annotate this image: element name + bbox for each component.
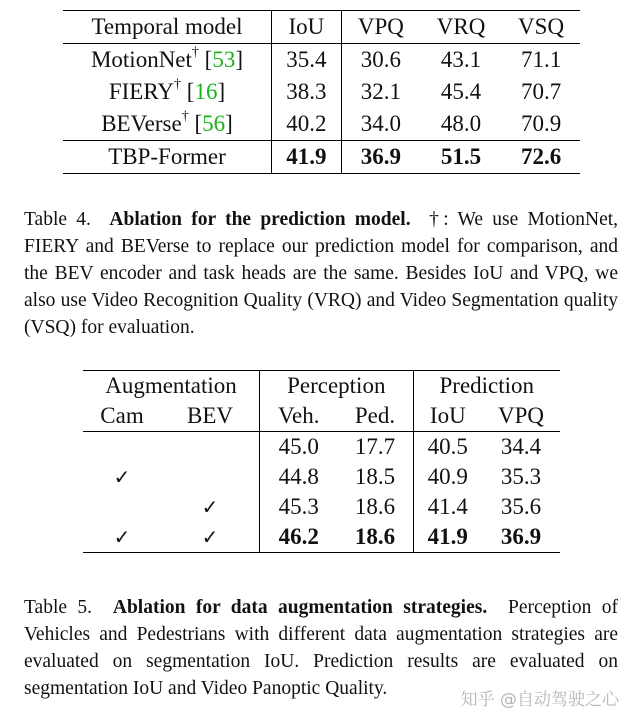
iou-cell: 40.5 xyxy=(427,434,468,459)
caption-title: Ablation for the prediction model. xyxy=(109,209,411,230)
vrq-cell: 51.5 xyxy=(420,141,502,174)
table-row xyxy=(63,44,580,77)
vpq-cell: 34.4 xyxy=(500,434,542,459)
iou-cell: 38.3 xyxy=(272,76,342,108)
method-cell: FIERY† [16] xyxy=(63,76,272,108)
bev-check: ✓ xyxy=(161,492,260,522)
vsq-cell: 71.1 xyxy=(520,47,562,72)
table-row xyxy=(63,76,580,108)
vrq-cell: 45.4 xyxy=(440,79,482,104)
iou-cell: 41.4 xyxy=(427,494,468,519)
table-row-ours xyxy=(63,141,580,174)
caption-text: †: We use MotionNet, FIERY and BEVerse to replace our prediction model for comparison, and the BEV encoder and task heads are the same. Besides IoU and VPQ, we also use Video Recognition Quality (VRQ) and Video Segmentation quality (VSQ) for evaluation. xyxy=(24,209,619,338)
ped-cell: 18.6 xyxy=(337,492,413,522)
cam-check: ✓ xyxy=(83,522,161,553)
table-row xyxy=(83,462,560,492)
vpq-cell: 34.0 xyxy=(360,111,401,136)
table-row-full xyxy=(83,522,560,553)
header-vsq: VSQ xyxy=(502,11,580,44)
caption-label: Table 4. xyxy=(24,209,91,230)
veh-cell: 45.0 xyxy=(278,434,319,459)
table-row xyxy=(63,108,580,141)
group-prediction: Prediction xyxy=(413,371,560,402)
vpq-cell: 32.1 xyxy=(360,79,401,104)
method-cell: TBP-Former xyxy=(63,141,272,174)
vpq-cell: 36.9 xyxy=(482,522,560,553)
group-augmentation: Augmentation xyxy=(83,371,260,402)
method-cell: MotionNet† [53] xyxy=(63,44,272,77)
ped-cell: 18.6 xyxy=(337,522,413,553)
header-vpq: VPQ xyxy=(341,11,420,44)
bev-check: ✓ xyxy=(161,522,260,553)
iou-cell: 35.4 xyxy=(272,44,342,77)
vsq-cell: 70.7 xyxy=(520,79,562,104)
vrq-cell: 48.0 xyxy=(440,111,482,136)
table-4-caption xyxy=(24,206,618,341)
cam-check xyxy=(83,492,161,522)
subheader-bev: BEV xyxy=(161,401,260,432)
ped-cell: 17.7 xyxy=(337,432,413,463)
subheader-veh: Veh. xyxy=(260,401,338,432)
header-iou: IoU xyxy=(272,11,342,44)
subheader-vpq: VPQ xyxy=(482,401,560,432)
table-4 xyxy=(63,10,580,174)
vpq-cell: 35.6 xyxy=(500,494,542,519)
ped-cell: 18.5 xyxy=(337,462,413,492)
subheader-iou: IoU xyxy=(413,401,482,432)
method-cell: BEVerse† [56] xyxy=(63,108,272,141)
watermark: 知乎 @自动驾驶之心 xyxy=(460,690,619,710)
subheader-ped: Ped. xyxy=(337,401,413,432)
group-perception: Perception xyxy=(260,371,414,402)
bev-check xyxy=(161,462,260,492)
subheader-cam: Cam xyxy=(83,401,161,432)
vpq-cell: 30.6 xyxy=(360,47,401,72)
header-vrq: VRQ xyxy=(420,11,502,44)
table-row xyxy=(83,432,560,463)
iou-cell: 40.9 xyxy=(427,464,468,489)
bev-check xyxy=(161,432,260,463)
veh-cell: 44.8 xyxy=(278,464,319,489)
iou-cell: 41.9 xyxy=(413,522,482,553)
veh-cell: 45.3 xyxy=(278,494,319,519)
caption-title: Ablation for data augmentation strategies. xyxy=(112,597,488,618)
table-5 xyxy=(83,370,560,553)
iou-cell: 40.2 xyxy=(272,108,342,141)
vpq-cell: 36.9 xyxy=(341,141,420,174)
vpq-cell: 35.3 xyxy=(500,464,542,489)
caption-label: Table 5. xyxy=(24,597,93,618)
caption-text: Perception of Vehicles and Pedestrians with different data augmentation strategies are evaluated on segmentation IoU. Prediction results are evaluated on segmentation IoU and Video Panoptic Quality. xyxy=(24,597,619,699)
veh-cell: 46.2 xyxy=(260,522,338,553)
vrq-cell: 43.1 xyxy=(440,47,482,72)
vsq-cell: 70.9 xyxy=(520,111,562,136)
table-row xyxy=(83,492,560,522)
iou-cell: 41.9 xyxy=(272,141,342,174)
header-temporal-model: Temporal model xyxy=(63,11,272,44)
cam-check: ✓ xyxy=(113,465,131,489)
cam-check xyxy=(83,432,161,463)
vsq-cell: 72.6 xyxy=(502,141,580,174)
